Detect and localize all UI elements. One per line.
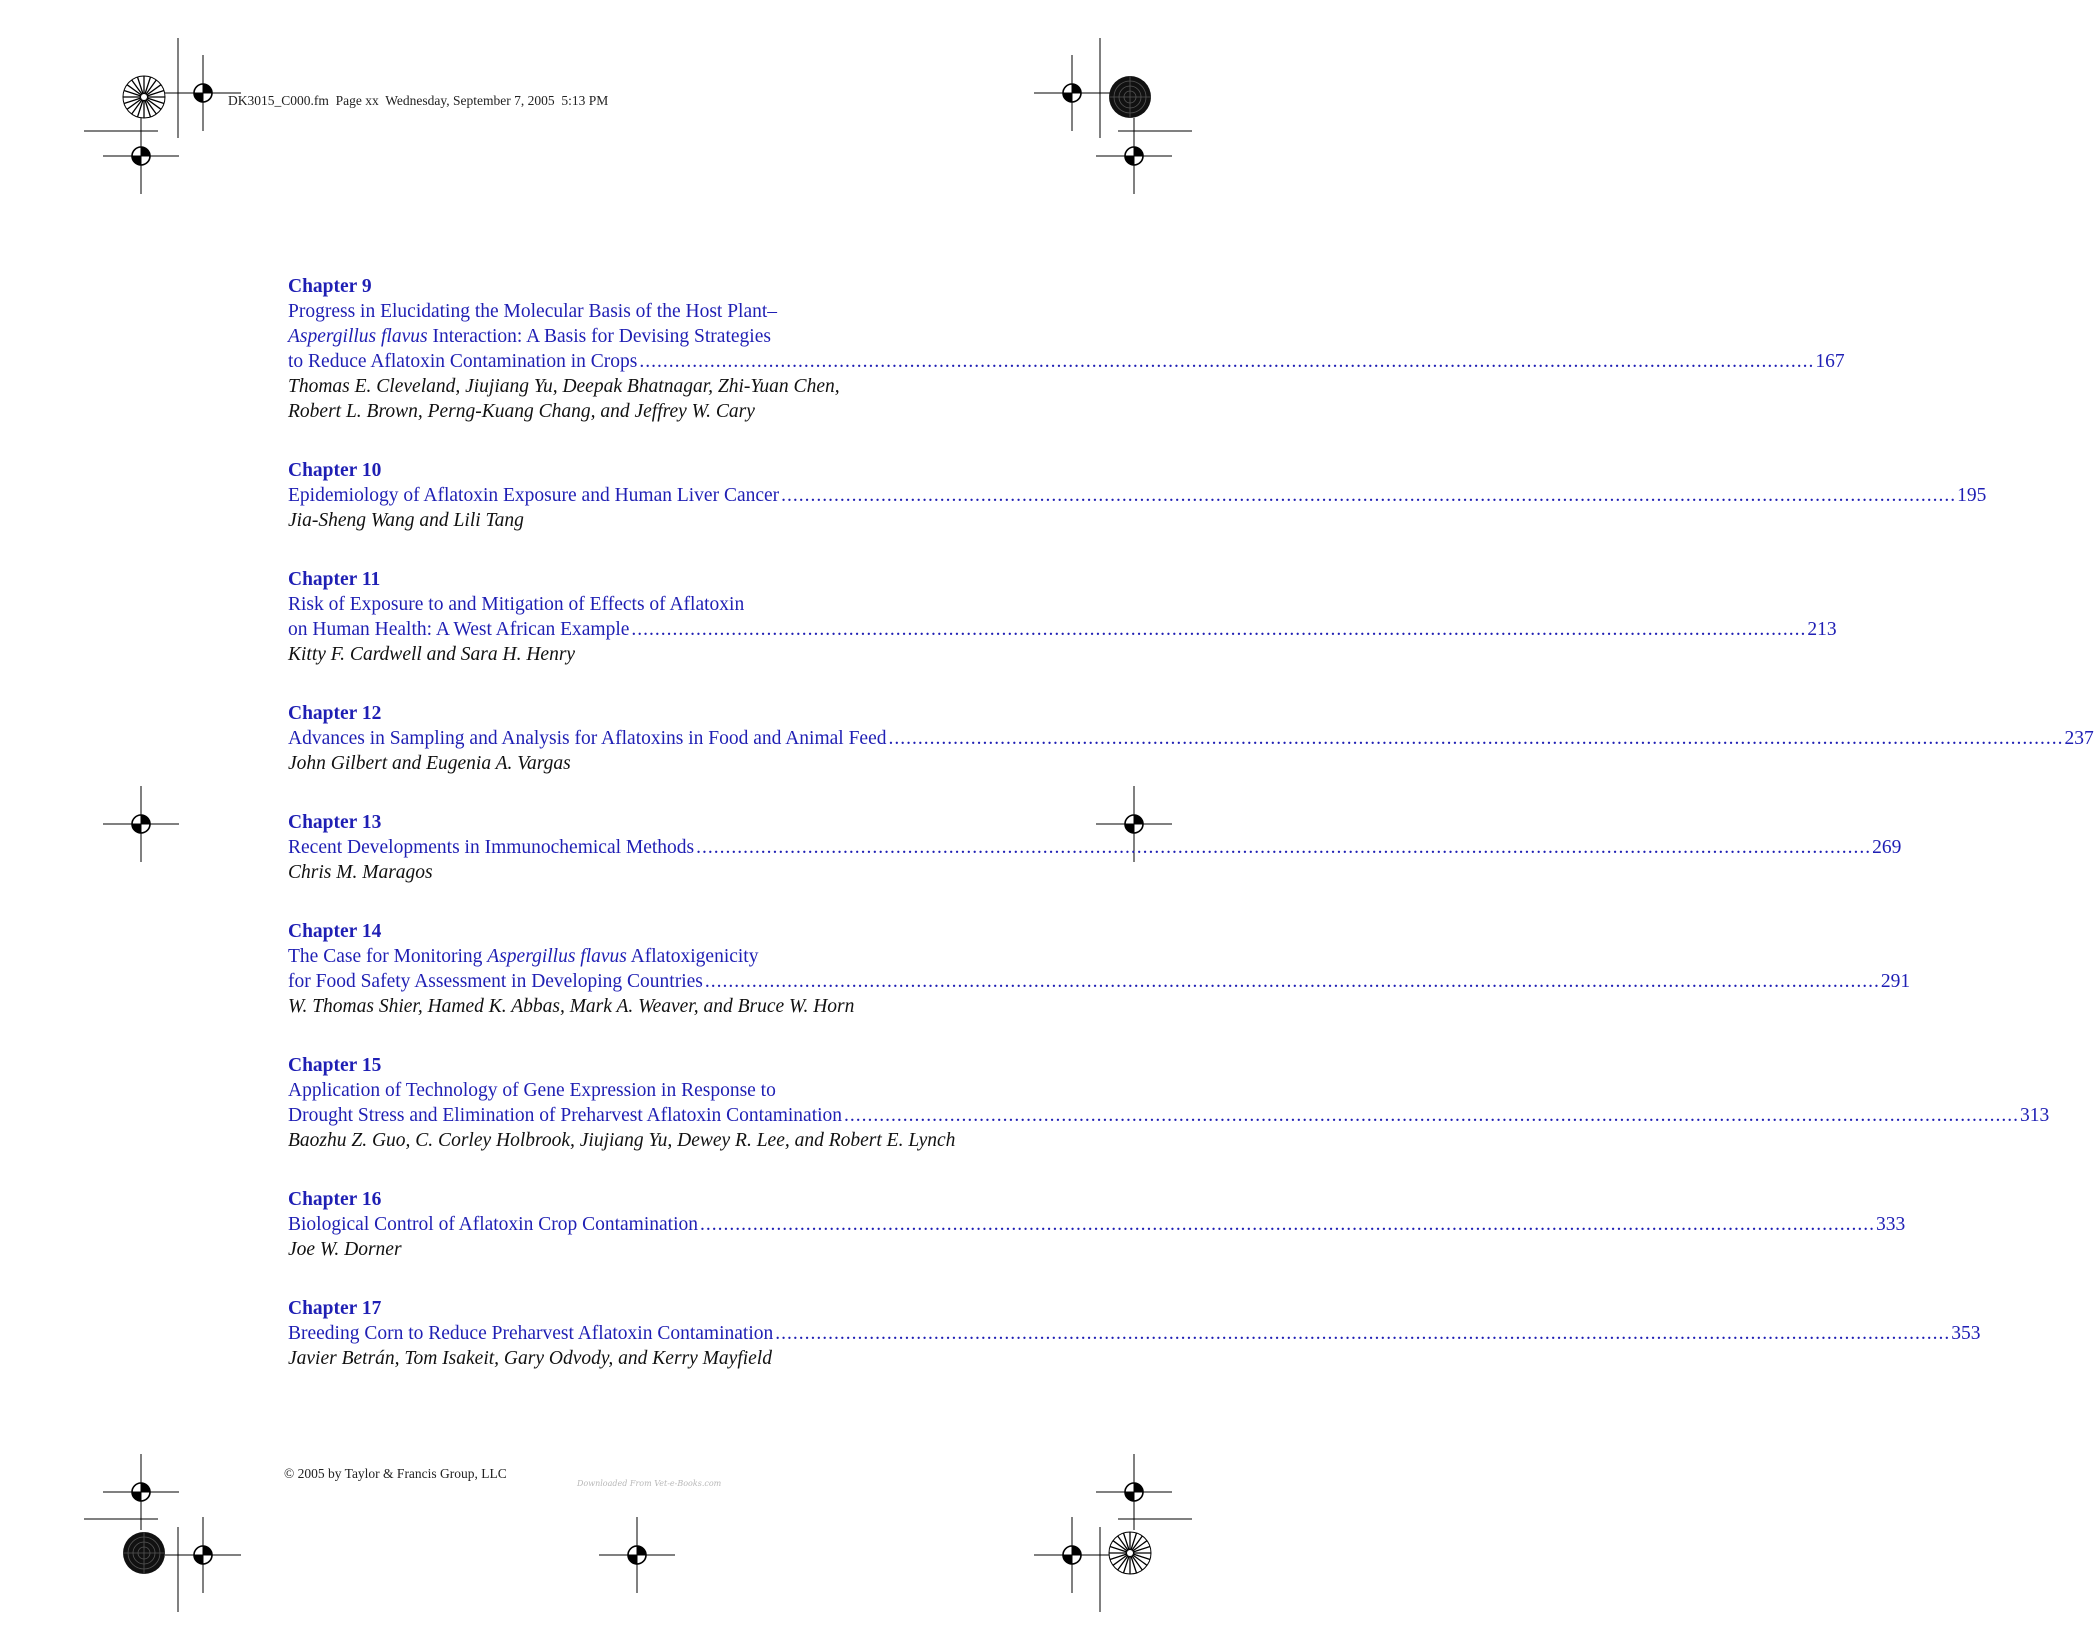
title-segment: on Human Health: A West African Example (288, 619, 630, 640)
chapter-title-line[interactable] (288, 349, 1845, 374)
author-line: Chris M. Maragos (288, 862, 433, 883)
chapter-heading[interactable]: Chapter 16 (288, 1189, 382, 1210)
chapter-title-line[interactable] (288, 1103, 2050, 1128)
page-number[interactable]: 269 (1872, 837, 1902, 858)
chapter-title-line[interactable] (288, 299, 990, 324)
chapter-title-text (288, 301, 777, 322)
toc-entry (288, 458, 1987, 533)
chapter-title-line[interactable] (288, 592, 990, 617)
title-segment: Breeding Corn to Reduce Preharvest Aflatoxin Contamination (288, 1323, 774, 1344)
title-segment: Interaction: A Basis for Devising Strategies (427, 326, 771, 347)
author-line: Robert L. Brown, Perng-Kuang Chang, and Jeffrey W. Cary (288, 401, 755, 422)
watermark: Downloaded From Vet-e-Books.com (577, 1479, 722, 1488)
page-number[interactable]: 291 (1880, 971, 1911, 992)
page-number[interactable]: 213 (1807, 619, 1837, 640)
toc-entry (288, 919, 1911, 1019)
page-number[interactable]: 195 (1957, 485, 1987, 506)
author-line: Javier Betrán, Tom Isakeit, Gary Odvody, and Kerry Mayfield (288, 1348, 772, 1369)
chapter-heading[interactable]: Chapter 13 (288, 812, 382, 833)
chapter-title-text (288, 594, 744, 615)
leader-dots: ........................................................................................................................................................................................................ (781, 485, 1957, 506)
chapter-title-line[interactable] (288, 835, 1902, 860)
chapter-title-line[interactable] (288, 969, 1911, 994)
author-line: Jia-Sheng Wang and Lili Tang (288, 510, 524, 531)
table-of-contents (288, 274, 2094, 1405)
chapter-title-line[interactable] (288, 1078, 990, 1103)
chapter-title-text (288, 946, 758, 967)
leader-dots: ........................................................................................................................................................................................................ (700, 1214, 1876, 1235)
chapter-title-text (288, 1212, 698, 1237)
page-number[interactable]: 237 (2064, 728, 2094, 749)
chapter-heading[interactable]: Chapter 11 (288, 569, 381, 590)
title-segment: for Food Safety Assessment in Developing Countries (288, 971, 703, 992)
slug-line: DK3015_C000.fm Page xx Wednesday, September 7, 2005 5:13 PM (228, 93, 609, 108)
author-line: Thomas E. Cleveland, Jiujiang Yu, Deepak Bhatnagar, Zhi-Yuan Chen, (288, 376, 840, 397)
author-line: W. Thomas Shier, Hamed K. Abbas, Mark A. Weaver, and Bruce W. Horn (288, 996, 855, 1017)
chapter-title-line[interactable] (288, 726, 2094, 751)
page-number[interactable]: 353 (1951, 1323, 1981, 1344)
chapter-title-line[interactable] (288, 483, 1987, 508)
chapter-title-text (288, 1103, 842, 1128)
title-segment: Risk of Exposure to and Mitigation of Effects of Aflatoxin (288, 594, 745, 615)
leader-dots: ........................................................................................................................................................................................................ (631, 619, 1807, 640)
title-segment: Progress in Elucidating the Molecular Basis of the Host Plant– (288, 301, 778, 322)
chapter-heading[interactable]: Chapter 9 (288, 276, 372, 297)
chapter-title-text (288, 617, 629, 642)
author-line: Kitty F. Cardwell and Sara H. Henry (288, 644, 576, 665)
title-segment: Aflatoxigenicity (626, 946, 759, 967)
chapter-title-text (288, 1080, 776, 1101)
page-number[interactable]: 313 (2020, 1105, 2050, 1126)
title-segment: The Case for Monitoring (288, 946, 488, 967)
toc-entry (288, 1053, 2050, 1153)
toc-entry (288, 701, 2094, 776)
title-segment: Epidemiology of Aflatoxin Exposure and Human Liver Cancer (288, 485, 780, 506)
chapter-title-line[interactable] (288, 944, 990, 969)
leader-dots: ........................................................................................................................................................................................................ (844, 1105, 2020, 1126)
chapter-title-text (288, 835, 694, 860)
chapter-heading[interactable]: Chapter 17 (288, 1298, 382, 1319)
toc-entry (288, 567, 1837, 667)
species-name: Aspergillus flavus (487, 946, 627, 967)
page-number[interactable]: 333 (1876, 1214, 1906, 1235)
species-name: Aspergillus flavus (288, 326, 428, 347)
chapter-heading[interactable]: Chapter 15 (288, 1055, 382, 1076)
title-segment: Recent Developments in Immunochemical Methods (288, 837, 695, 858)
leader-dots: ........................................................................................................................................................................................................ (888, 728, 2064, 749)
page-number[interactable]: 167 (1815, 351, 1845, 372)
chapter-title-text (288, 483, 779, 508)
title-segment: Advances in Sampling and Analysis for Aflatoxins in Food and Animal Feed (288, 728, 887, 749)
author-line: Baozhu Z. Guo, C. Corley Holbrook, Jiujiang Yu, Dewey R. Lee, and Robert E. Lynch (288, 1130, 956, 1151)
chapter-title-text (288, 349, 637, 374)
chapter-title-line[interactable] (288, 1212, 1906, 1237)
toc-entry (288, 1296, 1981, 1371)
title-segment: Drought Stress and Elimination of Preharvest Aflatoxin Contamination (288, 1105, 843, 1126)
chapter-heading[interactable]: Chapter 14 (288, 921, 382, 942)
toc-entry (288, 1187, 1906, 1262)
leader-dots: ........................................................................................................................................................................................................ (639, 351, 1815, 372)
leader-dots: ........................................................................................................................................................................................................ (704, 971, 1880, 992)
chapter-title-line[interactable] (288, 324, 990, 349)
chapter-title-text (288, 1321, 773, 1346)
leader-dots: ........................................................................................................................................................................................................ (696, 837, 1872, 858)
chapter-heading[interactable]: Chapter 12 (288, 703, 382, 724)
chapter-heading[interactable]: Chapter 10 (288, 460, 382, 481)
toc-entry (288, 274, 1845, 424)
chapter-title-text (288, 326, 771, 347)
title-segment: Biological Control of Aflatoxin Crop Contamination (288, 1214, 699, 1235)
copyright-notice: © 2005 by Taylor & Francis Group, LLC (284, 1466, 507, 1481)
author-line: Joe W. Dorner (288, 1239, 402, 1260)
author-line: John Gilbert and Eugenia A. Vargas (288, 753, 571, 774)
chapter-title-text (288, 969, 703, 994)
title-segment: Application of Technology of Gene Expression in Response to (288, 1080, 776, 1101)
chapter-title-line[interactable] (288, 1321, 1981, 1346)
leader-dots: ........................................................................................................................................................................................................ (775, 1323, 1951, 1344)
chapter-title-line[interactable] (288, 617, 1837, 642)
toc-entry (288, 810, 1902, 885)
chapter-title-text (288, 726, 886, 751)
title-segment: to Reduce Aflatoxin Contamination in Crops (288, 351, 638, 372)
